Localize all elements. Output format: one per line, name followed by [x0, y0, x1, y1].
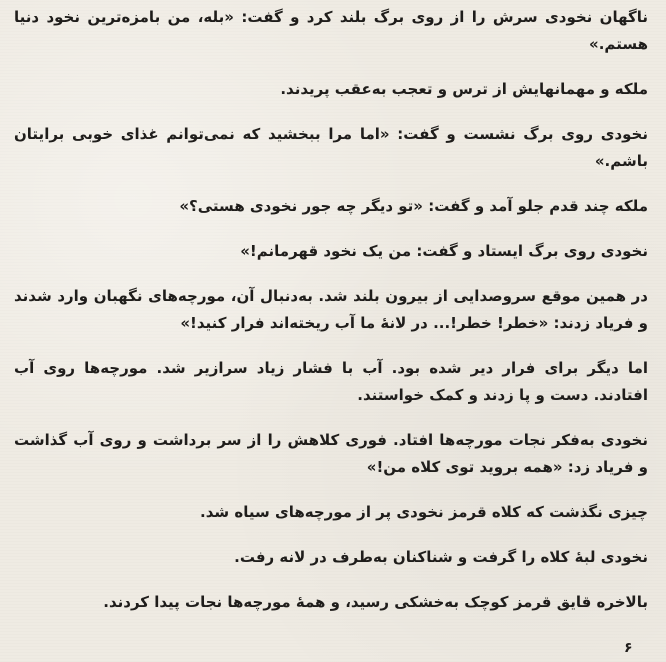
page-number: ۶ — [624, 640, 633, 656]
paragraph-6: در همین موقع سروصدایی از بیرون بلند شد. به‌دنبال آن، مورچه‌های نگهبان وارد شدند و فریاد زدند: «خطر! خطر!... در لانهٔ ما آب ریخته‌اند فرار کنید!» — [14, 287, 648, 332]
paragraph-11: بالاخره قایق قرمز کوچک به‌خشکی رسید، و همهٔ مورچه‌ها نجات پیدا کردند. — [103, 593, 648, 611]
paragraph-7: اما دیگر برای فرار دیر شده بود. آب با فشار زیاد سرازیر شد. مورچه‌ها روی آب افتادند. دست و پا زدند و کمک خواستند. — [14, 359, 648, 404]
paragraph-9: چیزی نگذشت که کلاه قرمز نخودی پر از مورچه‌های سیاه شد. — [200, 503, 648, 521]
paragraph-10: نخودی لبهٔ کلاه را گرفت و شناکنان به‌طرف در لانه رفت. — [234, 548, 648, 566]
paragraph-5: نخودی روی برگ ایستاد و گفت: من یک نخود قهرمانم!» — [240, 242, 648, 260]
paragraph-1: ناگهان نخودی سرش را از روی برگ بلند کرد و گفت: «بله، من بامزه‌ترین نخود دنیا هستم.» — [14, 8, 648, 53]
paragraph-4: ملکه چند قدم جلو آمد و گفت: «تو دیگر چه جور نخودی هستی؟» — [179, 197, 648, 215]
paragraph-8: نخودی به‌فکر نجات مورچه‌ها افتاد. فوری کلاهش را از سر برداشت و روی آب گذاشت و فریاد زد: «همه بروید توی کلاه من!» — [14, 431, 648, 476]
paragraph-2: ملکه و مهمانهایش از ترس و تعجب به‌عقب پریدند. — [280, 80, 648, 98]
paragraph-3: نخودی روی برگ نشست و گفت: «اما مرا ببخشید که نمی‌توانم غذای خوبی برایتان باشم.» — [14, 125, 648, 170]
